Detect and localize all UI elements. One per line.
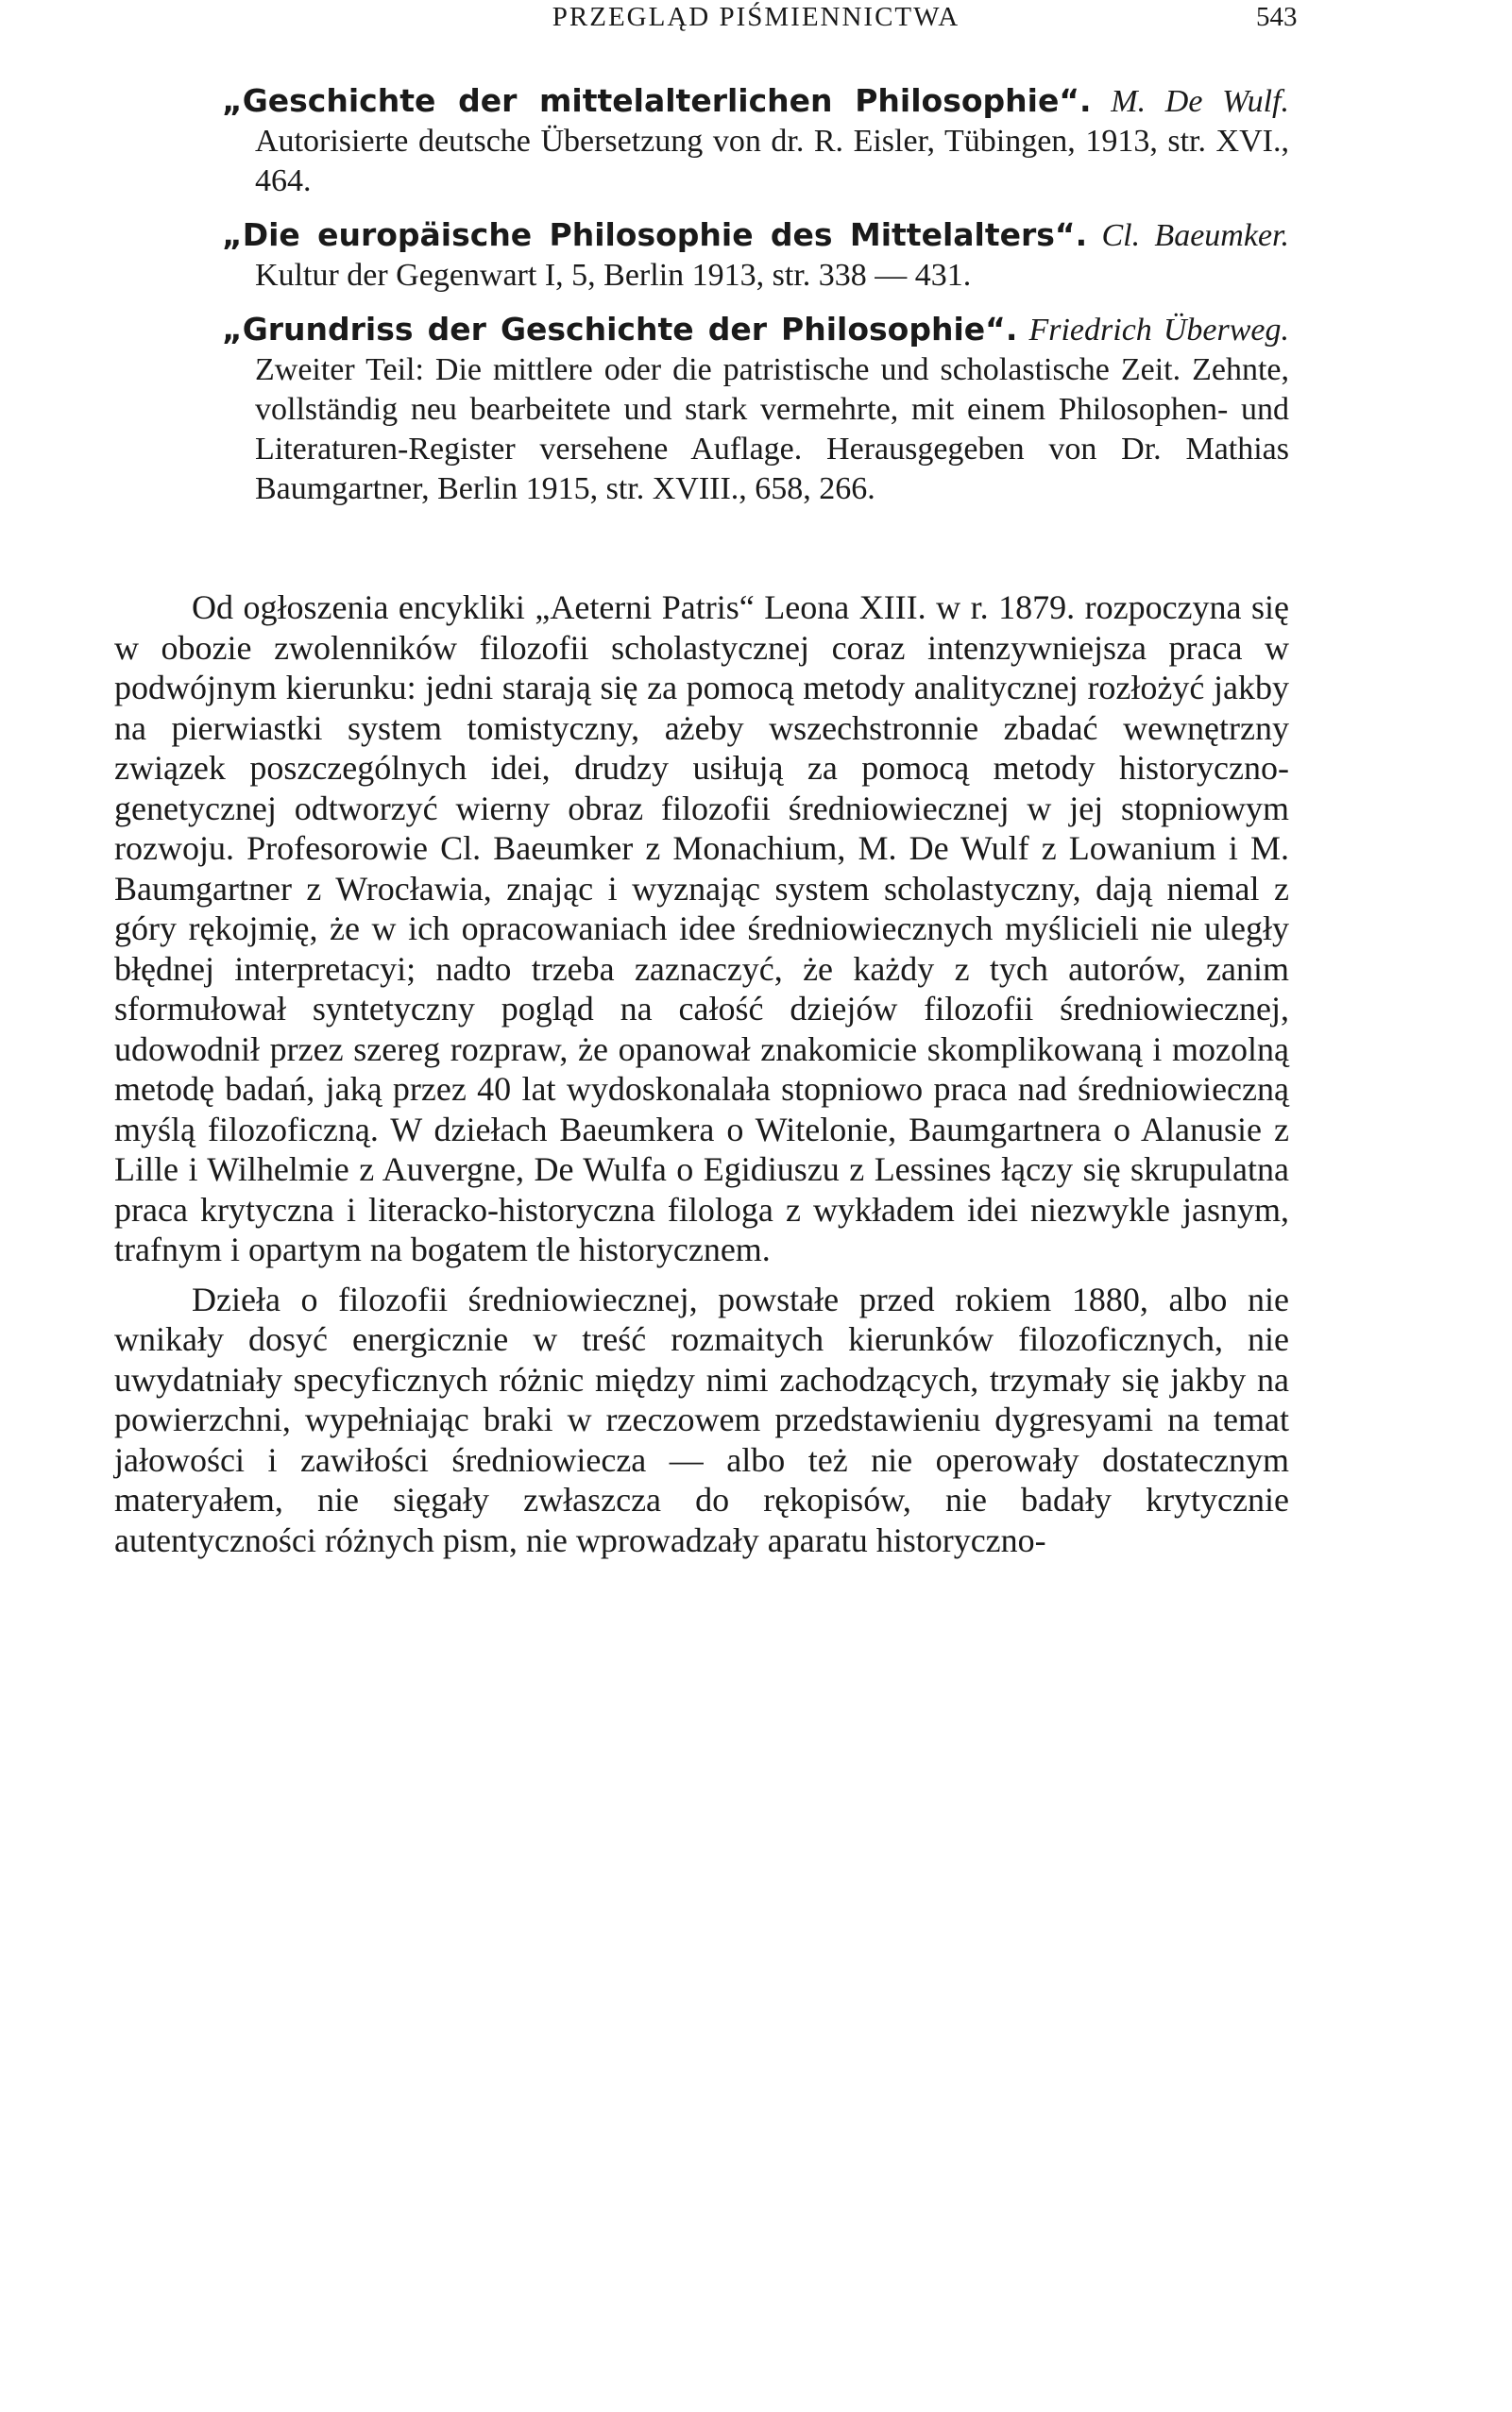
running-head bbox=[0, 0, 1512, 38]
review-body bbox=[114, 587, 1289, 1560]
entry-title: „Die europäische Philosophie des Mittelalters“. bbox=[222, 216, 1088, 253]
entry-title: „Grundriss der Geschichte der Philosophie“. bbox=[222, 311, 1018, 348]
entry-details: Kultur der Gegenwart I, 5, Berlin 1913, str. 338 — 431. bbox=[255, 258, 972, 293]
bibliography-entry bbox=[222, 215, 1289, 296]
paragraph: Od ogłoszenia encykliki „Aeterni Patris“ Leona XIII. w r. 1879. rozpoczyna się w obozie zwolenników filozofii scholastycznej coraz intenzywniejsza praca w podwójnym kierunku: jedni starają się za pomocą metody analitycznej rozłożyć jakby na pierwiastki system tomistyczny, ażeby wszechstronnie zbadać wewnętrzny związek poszczególnych idei, drudzy usiłują za pomocą metody historyczno-genetycznej odtworzyć wierny obraz filozofii średniowiecznej w jej stopniowym rozwoju. Profesorowie Cl. Baeumker z Monachium, M. De Wulf z Lowanium i M. Baumgartner z Wrocławia, znając i wyznając system scholastyczny, dają niemal z góry rękojmię, że w ich opracowaniach idee średniowiecznych myślicieli nie uległy błędnej interpretacyi; nadto trzeba zaznaczyć, że każdy z tych autorów, zanim sformułował syntetyczny pogląd na całość dziejów filozofii średniowiecznej, udowodnił przez szereg rozpraw, że opanował znakomicie skomplikowaną i mozolną metodę badań, jaką przez 40 lat wydoskonalała stopniowo praca nad średniowieczną myślą filozoficzną. W dziełach Baeumkera o Witelonie, Baumgartnera o Alanusie z Lille i Wilhelmie z Auvergne, De Wulfa o Egidiuszu z Lessines łączy się skrupulatna praca krytyczna i literacko-historyczna filologa z wykładem idei niezwykle jasnym, trafnym i opartym na bogatem tle historycznem. bbox=[114, 588, 1289, 1268]
entry-details: Zweiter Teil: Die mittlere oder die patristische und scholastische Zeit. Zehnte, vollständig neu bearbeitete und stark vermehrte, mit einem Philosophen- und Literaturen-Register versehene Auflage. Herausgegeben von Dr. Mathias Baumgartner, Berlin 1915, str. XVIII., 658, 266. bbox=[255, 352, 1289, 506]
entry-title: „Geschichte der mittelalterlichen Philosophie“. bbox=[222, 82, 1092, 119]
running-head-title: PRZEGLĄD PIŚMIENNICTWA bbox=[552, 2, 960, 32]
entry-author: Friedrich Überweg. bbox=[1028, 313, 1290, 348]
bibliography-entry bbox=[222, 310, 1289, 509]
bibliography-entry bbox=[222, 81, 1289, 201]
bibliography-list bbox=[222, 81, 1289, 523]
entry-details: Autorisierte deutsche Übersetzung von dr. R. Eisler, Tübingen, 1913, str. XVI., 464. bbox=[255, 124, 1289, 198]
entry-author: Cl. Baeumker. bbox=[1101, 218, 1289, 253]
page-number: 543 bbox=[1256, 2, 1298, 32]
entry-author: M. De Wulf. bbox=[1111, 84, 1289, 119]
paragraph: Dzieła o filozofii średniowiecznej, powstałe przed rokiem 1880, albo nie wnikały dosyć energicznie w treść rozmaitych kierunków filozoficznych, nie uwydatniały specyficznych różnic między nimi zachodzących, trzymały się jakby na powierzchni, wypełniając braki w rzeczowem przedstawieniu dygresyami na temat jałowości i zawiłości średniowiecza — albo też nie operowały dostatecznym materyałem, nie sięgały zwłaszcza do rękopisów, nie badały krytycznie autentyczności różnych pism, nie wprowadzały aparatu historyczno- bbox=[114, 1280, 1289, 1559]
